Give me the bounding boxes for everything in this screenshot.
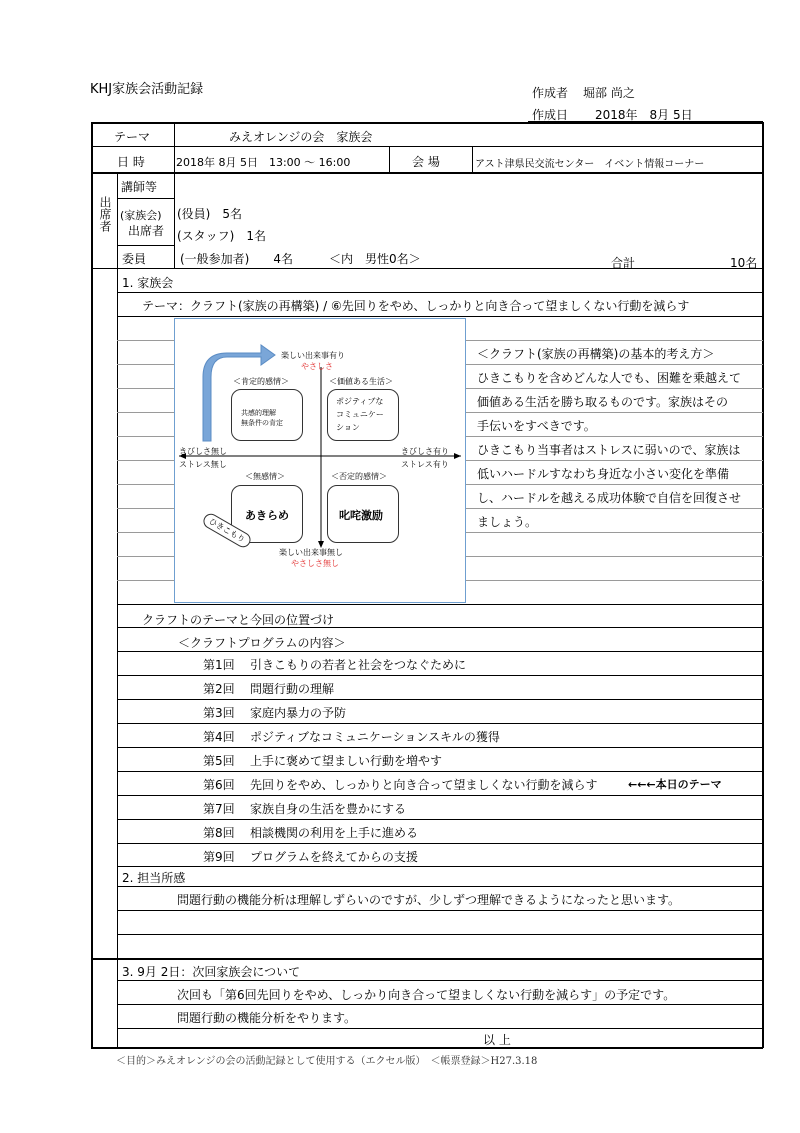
divider	[117, 651, 763, 652]
divider	[117, 723, 763, 724]
venue-label: 会 場	[412, 155, 440, 169]
footer-note: ＜目的＞みえオレンジの会の活動記録として使用する（エクセル版） ＜帳票登録＞H27.3.18	[116, 1056, 538, 1067]
position-heading: クラフトのテーマと今回の位置づけ	[142, 613, 335, 627]
grid-line	[466, 580, 763, 581]
program-item-title: 相談機関の利用を上手に進める	[250, 826, 419, 840]
divider	[117, 843, 763, 844]
divider	[91, 172, 763, 174]
section3-line-1: 次回も「第6回先回りをやめ、しっかり向き合って望ましくない行動を減らす」の予定です。	[177, 988, 676, 1002]
table-left-border	[91, 122, 93, 1048]
general-participants: (一般参加者) 4名 ＜内 男性0名＞	[180, 252, 421, 266]
attendance-label	[97, 196, 112, 236]
divider	[91, 268, 763, 269]
today-theme-marker: ←←←本日のテーマ	[628, 778, 722, 791]
top-axis-red-label: やさしさ	[301, 362, 333, 371]
left-axis-label-2: ストレス無し	[179, 460, 227, 469]
craft-diagram	[174, 318, 466, 603]
divider	[117, 604, 763, 605]
program-item-no: 第2回	[203, 682, 235, 696]
end-mark: 以 上	[483, 1033, 511, 1047]
divider	[472, 146, 473, 172]
explanation-line-4: 手伝いをすべきです。	[477, 419, 596, 433]
program-item-no: 第7回	[203, 802, 235, 816]
section1-heading: 1. 家族会	[122, 276, 174, 290]
divider	[91, 146, 763, 147]
table-top-border	[91, 122, 763, 124]
divider	[117, 316, 763, 317]
divider	[117, 934, 763, 935]
attendance-label-text: 出席者	[98, 196, 112, 232]
section2-comment: 問題行動の機能分析は理解しずらいのですが、少しずつ理解できるようになったと思います。	[177, 893, 681, 907]
program-item-no: 第9回	[203, 850, 235, 864]
created-date-label: 作成日	[532, 108, 569, 122]
q2-label: ＜価値ある生活＞	[329, 377, 393, 386]
datetime-value: 2018年 8月 5日 13:00 ～ 16:00	[176, 156, 351, 169]
total-label: 合計	[611, 256, 636, 270]
program-item-no: 第8回	[203, 826, 235, 840]
explanation-line-3: 価値ある生活を勝ち取るものです。家族はその	[477, 395, 729, 409]
q2-box-line-3: ション	[336, 423, 360, 432]
grid-line	[117, 340, 174, 341]
grid-line	[117, 508, 174, 509]
section3-heading: 3. 9月 2日：次回家族会について	[122, 965, 301, 979]
grid-line	[466, 532, 763, 533]
top-axis-label: 楽しい出来事有り	[281, 351, 345, 360]
grid-line	[117, 436, 174, 437]
program-item-no: 第4回	[203, 730, 235, 744]
q2-box-line-1: ポジティブな	[336, 397, 384, 406]
grid-line	[466, 340, 763, 341]
divider	[174, 122, 175, 146]
grid-line	[117, 388, 174, 389]
explanation-line-2: ひきこもりを含めどんな人でも、困難を乗越えて	[477, 371, 742, 385]
section1-theme-line: テーマ：クラフト(家族の再構築) / ⑥先回りをやめ、しっかりと向き合って望ましくない行動を減らす	[142, 299, 690, 313]
theme-label: テーマ	[114, 130, 151, 144]
q3-label: ＜無感情＞	[245, 472, 285, 481]
grid-line	[466, 436, 763, 437]
program-item-title: 家族自身の生活を豊かにする	[250, 802, 407, 816]
divider	[117, 747, 763, 748]
divider	[117, 1004, 763, 1005]
program-item-no: 第5回	[203, 754, 235, 768]
right-axis-label-1: きびしさ有り	[401, 447, 449, 456]
q1-box-line-2: 無条件の肯定	[241, 419, 283, 427]
explanation-line-7: し、ハードルを越える成功体験で自信を回復させ	[477, 491, 742, 505]
divider	[117, 198, 174, 199]
explanation-line-6: 低いハードルすなわち身近な小さい変化を準備	[477, 467, 730, 481]
grid-line	[466, 460, 763, 461]
right-axis-label-2: ストレス有り	[401, 460, 449, 469]
family-label-2: 出席者	[128, 224, 165, 238]
q4-box-text: 叱咤激励	[339, 509, 383, 522]
program-item-no: 第3回	[203, 706, 235, 720]
total-value: 10名	[730, 256, 758, 270]
grid-line	[117, 484, 174, 485]
grid-line	[117, 460, 174, 461]
grid-line	[466, 412, 763, 413]
program-item-title: ポジティブなコミュニケーションスキルの獲得	[250, 730, 500, 744]
author-label: 作成者	[532, 86, 569, 100]
family-label-1: (家族会)	[120, 209, 162, 222]
hikikomori-tag-text: ひきこもり	[207, 516, 247, 545]
divider	[117, 627, 763, 628]
q4-label: ＜否定的感情＞	[331, 472, 387, 481]
divider	[117, 292, 763, 293]
form-title: KHJ家族会活動記録	[90, 82, 204, 97]
program-item-title: プログラムを終えてからの支援	[250, 850, 418, 864]
grid-line	[466, 508, 763, 509]
left-margin-column	[117, 268, 118, 1048]
grid-line	[117, 556, 174, 557]
grid-line	[117, 580, 174, 581]
explanation-line-5: ひきこもり当事者はストレスに弱いので、家族は	[477, 443, 741, 457]
program-heading: ＜クラフトプログラムの内容＞	[178, 636, 346, 650]
divider	[117, 245, 174, 246]
program-item-title: 家庭内暴力の予防	[250, 706, 347, 720]
divider	[117, 819, 763, 820]
program-item-title: 問題行動の理解	[250, 682, 335, 696]
q2-box-line-2: コミュニケー	[336, 410, 384, 419]
divider	[117, 771, 763, 772]
created-date: 2018年 8月 5日	[595, 108, 693, 122]
member-label: 委員	[122, 252, 147, 266]
theme-value: みえオレンジの会 家族会	[229, 130, 373, 144]
program-item-title: 先回りをやめ、しっかりと向き合って望ましくない行動を減らす	[250, 778, 598, 792]
author-name: 堀部 尚之	[583, 86, 635, 100]
divider	[117, 866, 763, 867]
bottom-axis-red-label: やさしさ無し	[291, 559, 339, 568]
explanation-line-1: ＜クラフト(家族の再構築)の基本的考え方＞	[477, 347, 715, 361]
q1-label: ＜肯定的感情＞	[233, 377, 289, 386]
divider	[117, 980, 763, 981]
grid-line	[117, 412, 174, 413]
officers-count: (役員) 5名	[177, 207, 242, 221]
divider	[117, 1028, 763, 1029]
left-axis-label-1: きびしさ無し	[179, 447, 227, 456]
divider	[389, 146, 390, 172]
section2-heading: 2. 担当所感	[122, 871, 186, 885]
grid-line	[466, 484, 763, 485]
divider	[174, 172, 175, 268]
divider	[117, 886, 763, 887]
datetime-label: 日 時	[117, 155, 145, 169]
divider	[117, 172, 118, 268]
section3-line-2: 問題行動の機能分析をやります。	[177, 1011, 357, 1025]
program-item-title: 引きこもりの若者と社会をつなぐために	[250, 658, 467, 672]
divider	[117, 795, 763, 796]
program-item-no: 第6回	[203, 778, 235, 792]
q3-box-text: あきらめ	[245, 509, 289, 522]
divider	[117, 699, 763, 700]
lecturer-label: 講師等	[121, 180, 158, 194]
program-item-no: 第1回	[203, 658, 235, 672]
grid-line	[117, 532, 174, 533]
divider	[117, 910, 763, 911]
divider	[174, 146, 175, 172]
divider	[117, 675, 763, 676]
venue-value: アスト津県民交流センター イベント情報コーナー	[475, 159, 705, 170]
q1-box-line-1: 共感的理解	[241, 409, 276, 417]
grid-line	[117, 364, 174, 365]
divider	[91, 958, 763, 960]
grid-line	[466, 388, 763, 389]
staff-count: (スタッフ) 1名	[177, 229, 266, 243]
table-bottom-border	[91, 1047, 763, 1049]
program-item-title: 上手に褒めて望ましい行動を増やす	[250, 754, 443, 768]
grid-line	[466, 556, 763, 557]
explanation-line-8: ましょう。	[477, 515, 538, 529]
grid-line	[466, 364, 763, 365]
bottom-axis-label: 楽しい出来事無し	[279, 548, 343, 557]
